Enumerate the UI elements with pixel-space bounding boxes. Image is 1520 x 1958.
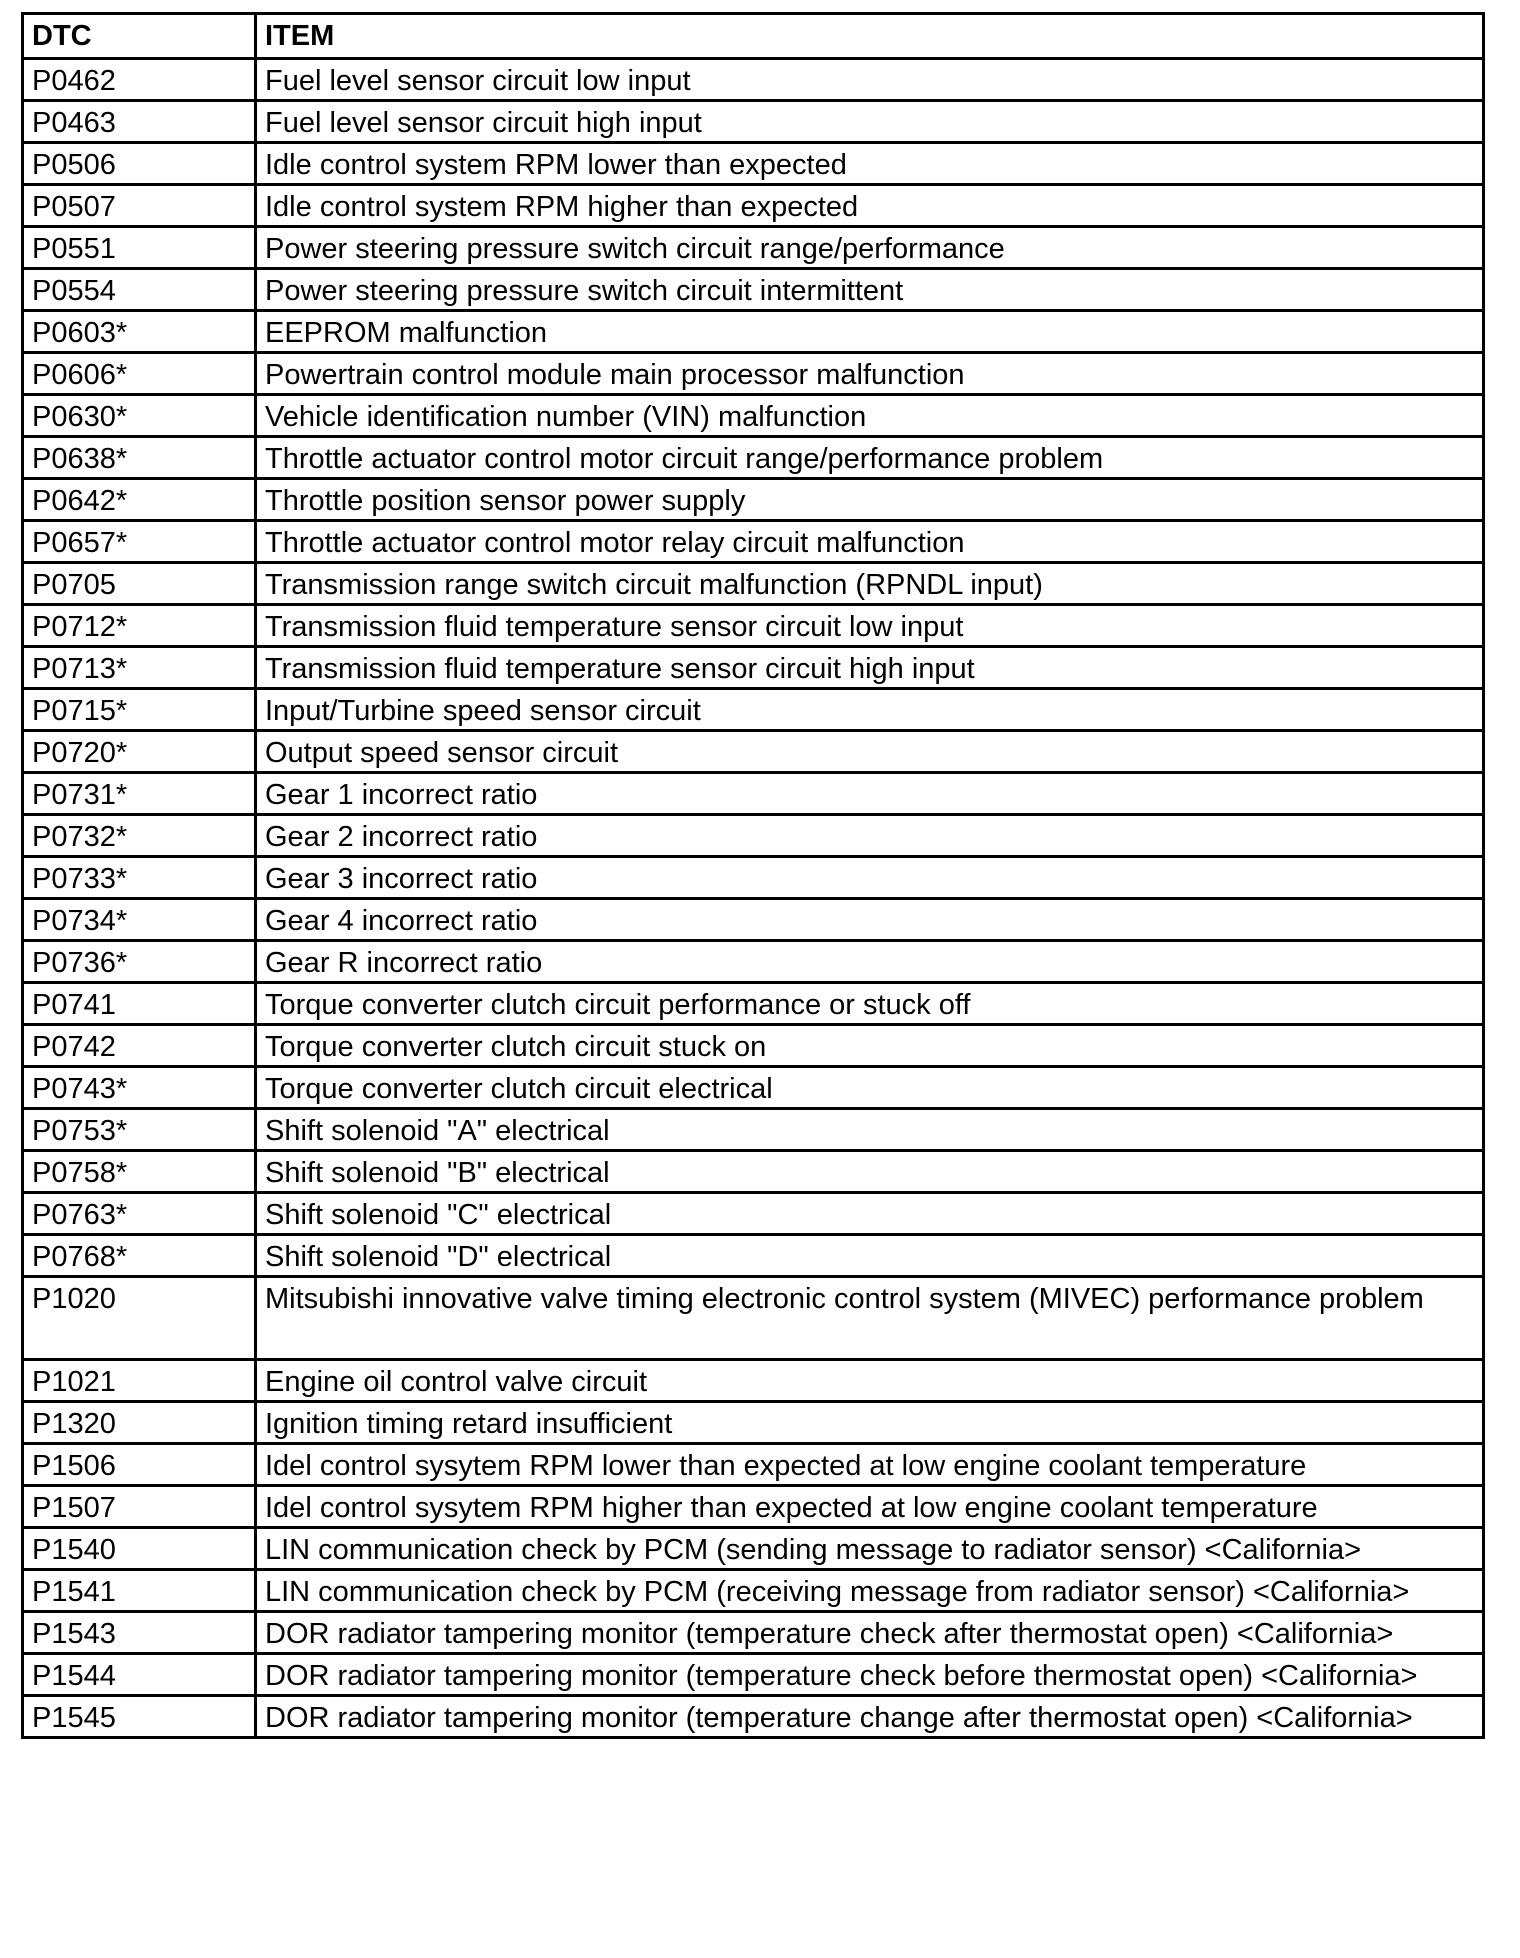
dtc-code-cell: P0720* [23,731,256,773]
dtc-code-cell: P0713* [23,647,256,689]
table-row [23,1109,1484,1151]
dtc-item-cell: Vehicle identification number (VIN) malfunction [256,395,1484,437]
column-header-dtc: DTC [23,14,256,59]
table-row [23,1570,1484,1612]
dtc-item-cell: Throttle position sensor power supply [256,479,1484,521]
dtc-code-cell: P0462 [23,59,256,101]
dtc-code-cell: P0507 [23,185,256,227]
table-row [23,605,1484,647]
dtc-code-cell: P1544 [23,1654,256,1696]
dtc-item-cell: Shift solenoid "A" electrical [256,1109,1484,1151]
dtc-code-cell: P1506 [23,1444,256,1486]
table-row [23,1696,1484,1738]
table-row [23,143,1484,185]
table-row [23,857,1484,899]
dtc-item-cell: DOR radiator tampering monitor (temperature check before thermostat open) <California> [256,1654,1484,1696]
dtc-code-cell: P1320 [23,1402,256,1444]
table-row [23,647,1484,689]
dtc-item-cell: EEPROM malfunction [256,311,1484,353]
dtc-code-cell: P0657* [23,521,256,563]
table-row [23,1486,1484,1528]
dtc-item-cell: Transmission fluid temperature sensor circuit high input [256,647,1484,689]
dtc-item-cell: Idle control system RPM higher than expected [256,185,1484,227]
table-row [23,689,1484,731]
table-row [23,1235,1484,1277]
dtc-item-cell: Transmission range switch circuit malfunction (RPNDL input) [256,563,1484,605]
dtc-item-cell: Shift solenoid "B" electrical [256,1151,1484,1193]
table-row [23,227,1484,269]
dtc-item-cell: LIN communication check by PCM (sending message to radiator sensor) <California> [256,1528,1484,1570]
table-row [23,815,1484,857]
dtc-item-cell: Gear R incorrect ratio [256,941,1484,983]
dtc-code-cell: P1021 [23,1360,256,1402]
table-header-row [23,14,1484,59]
table-row [23,899,1484,941]
dtc-code-cell: P0768* [23,1235,256,1277]
table-row [23,563,1484,605]
dtc-item-cell: Throttle actuator control motor relay circuit malfunction [256,521,1484,563]
table-row [23,1025,1484,1067]
table-row [23,983,1484,1025]
dtc-code-cell: P0731* [23,773,256,815]
dtc-item-cell: Gear 3 incorrect ratio [256,857,1484,899]
table-row [23,269,1484,311]
table-row [23,1612,1484,1654]
dtc-item-cell: Output speed sensor circuit [256,731,1484,773]
dtc-item-cell: Throttle actuator control motor circuit range/performance problem [256,437,1484,479]
dtc-item-cell: LIN communication check by PCM (receiving message from radiator sensor) <California> [256,1570,1484,1612]
table-row [23,1277,1484,1360]
table-row [23,59,1484,101]
dtc-code-cell: P1540 [23,1528,256,1570]
dtc-code-cell: P0638* [23,437,256,479]
dtc-item-cell: Gear 2 incorrect ratio [256,815,1484,857]
dtc-item-cell: Gear 1 incorrect ratio [256,773,1484,815]
dtc-table [21,12,1485,1739]
dtc-code-cell: P0705 [23,563,256,605]
dtc-code-cell: P1541 [23,1570,256,1612]
dtc-item-cell: Torque converter clutch circuit stuck on [256,1025,1484,1067]
dtc-code-cell: P0733* [23,857,256,899]
dtc-item-cell: Mitsubishi innovative valve timing electronic control system (MIVEC) performance problem [256,1277,1484,1360]
dtc-item-cell: Ignition timing retard insufficient [256,1402,1484,1444]
table-row [23,731,1484,773]
table-row [23,437,1484,479]
dtc-code-cell: P0758* [23,1151,256,1193]
table-row [23,773,1484,815]
dtc-item-cell: DOR radiator tampering monitor (temperature check after thermostat open) <California> [256,1612,1484,1654]
dtc-item-cell: DOR radiator tampering monitor (temperature change after thermostat open) <California> [256,1696,1484,1738]
dtc-item-cell: Fuel level sensor circuit low input [256,59,1484,101]
dtc-item-cell: Torque converter clutch circuit performance or stuck off [256,983,1484,1025]
dtc-item-cell: Idel control sysytem RPM higher than expected at low engine coolant temperature [256,1486,1484,1528]
dtc-item-cell: Gear 4 incorrect ratio [256,899,1484,941]
dtc-code-cell: P0551 [23,227,256,269]
dtc-item-cell: Transmission fluid temperature sensor circuit low input [256,605,1484,647]
table-row [23,479,1484,521]
dtc-item-cell: Idel control sysytem RPM lower than expected at low engine coolant temperature [256,1444,1484,1486]
dtc-code-cell: P0741 [23,983,256,1025]
table-row [23,311,1484,353]
dtc-code-cell: P0734* [23,899,256,941]
dtc-item-cell: Power steering pressure switch circuit range/performance [256,227,1484,269]
dtc-item-cell: Powertrain control module main processor malfunction [256,353,1484,395]
table-row [23,1444,1484,1486]
table-row [23,1193,1484,1235]
dtc-code-cell: P0642* [23,479,256,521]
dtc-item-cell: Fuel level sensor circuit high input [256,101,1484,143]
dtc-code-cell: P0554 [23,269,256,311]
dtc-code-cell: P0463 [23,101,256,143]
dtc-code-cell: P1545 [23,1696,256,1738]
dtc-code-cell: P0736* [23,941,256,983]
dtc-item-cell: Shift solenoid "C" electrical [256,1193,1484,1235]
table-row [23,1151,1484,1193]
dtc-code-cell: P0506 [23,143,256,185]
table-row [23,1402,1484,1444]
dtc-code-cell: P0712* [23,605,256,647]
column-header-item: ITEM [256,14,1484,59]
table-row [23,395,1484,437]
dtc-item-cell: Engine oil control valve circuit [256,1360,1484,1402]
table-row [23,101,1484,143]
dtc-code-cell: P1507 [23,1486,256,1528]
dtc-code-cell: P0742 [23,1025,256,1067]
dtc-code-cell: P1543 [23,1612,256,1654]
table-row [23,521,1484,563]
dtc-code-cell: P0743* [23,1067,256,1109]
dtc-item-cell: Input/Turbine speed sensor circuit [256,689,1484,731]
dtc-code-cell: P0715* [23,689,256,731]
table-row [23,1528,1484,1570]
dtc-code-cell: P0606* [23,353,256,395]
dtc-item-cell: Power steering pressure switch circuit intermittent [256,269,1484,311]
table-body [23,59,1484,1738]
table-row [23,1360,1484,1402]
table-row [23,185,1484,227]
table-row [23,1067,1484,1109]
dtc-item-cell: Torque converter clutch circuit electrical [256,1067,1484,1109]
table-row [23,1654,1484,1696]
table-row [23,941,1484,983]
dtc-item-cell: Shift solenoid "D" electrical [256,1235,1484,1277]
dtc-code-cell: P0763* [23,1193,256,1235]
dtc-code-cell: P1020 [23,1277,256,1360]
dtc-code-cell: P0753* [23,1109,256,1151]
dtc-item-cell: Idle control system RPM lower than expected [256,143,1484,185]
dtc-code-cell: P0630* [23,395,256,437]
table-row [23,353,1484,395]
dtc-code-cell: P0732* [23,815,256,857]
dtc-code-cell: P0603* [23,311,256,353]
